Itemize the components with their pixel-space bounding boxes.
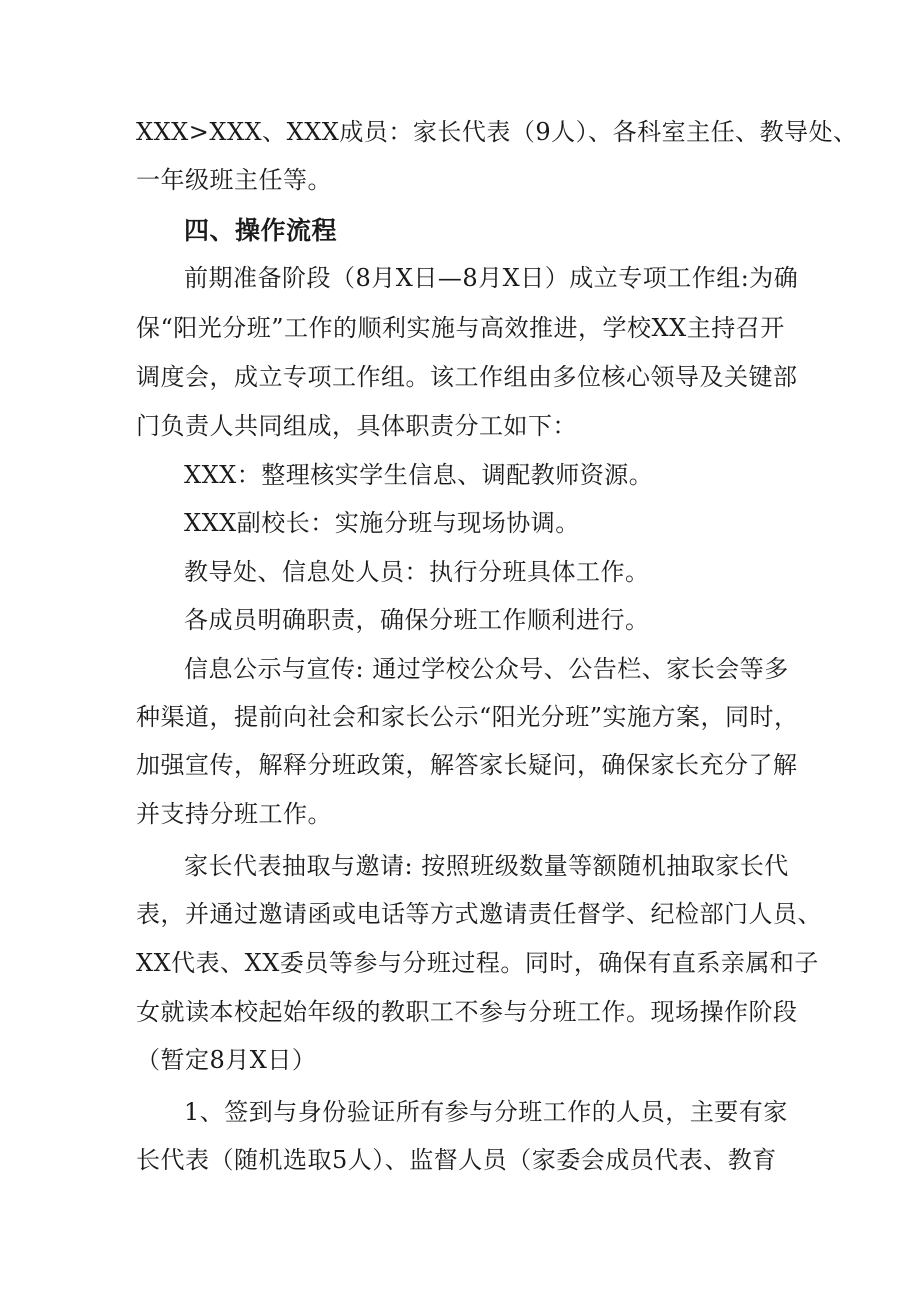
text-line: 保“阳光分班”工作的顺利实施与高效推进，学校XX主持召开: [136, 314, 785, 342]
text-line: 并支持分班工作。: [136, 800, 332, 828]
text-line: 各成员明确职责，确保分班工作顺利进行。: [184, 606, 650, 634]
text-line: XXX副校长：实施分班与现场协调。: [184, 509, 580, 537]
text-line: XXX：整理核实学生信息、调配教师资源。: [184, 461, 654, 489]
text-line: 门负责人共同组成，具体职责分工如下：: [136, 412, 577, 440]
text-line: 长代表（随机选取5人）、监督人员（家委会成员代表、教育: [136, 1146, 777, 1174]
text-line: XX代表、XX委员等参与分班过程。同时，确保有直系亲属和子: [136, 949, 819, 977]
text-line: 教导处、信息处人员：执行分班具体工作。: [184, 558, 650, 586]
text-line: 女就读本校起始年级的教职工不参与分班工作。现场操作阶段: [136, 998, 798, 1026]
text-line: 1、签到与身份验证所有参与分班工作的人员，主要有家: [184, 1098, 788, 1126]
text-line: XXX>XXX、XXX成员：家长代表（9人）、各科室主任、教导处、: [136, 118, 858, 146]
text-line: （暂定8月X日）: [136, 1046, 317, 1074]
text-line: 加强宣传，解释分班政策，解答家长疑问，确保家长充分了解: [136, 751, 798, 779]
text-line: 种渠道，提前向社会和家长公示“阳光分班”实施方案，同时，: [136, 703, 799, 731]
text-line: 前期准备阶段（8月X日—8月X日）成立专项工作组:为确: [184, 264, 799, 292]
text-line: 一年级班主任等。: [136, 166, 332, 194]
section-heading: 四、操作流程: [184, 216, 338, 245]
text-line: 家长代表抽取与邀请: 按照班级数量等额随机抽取家长代: [184, 852, 789, 880]
text-line: 表，并通过邀请函或电话等方式邀请责任督学、纪检部门人员、: [136, 900, 822, 928]
text-line: 调度会，成立专项工作组。该工作组由多位核心领导及关键部: [136, 363, 798, 391]
text-line: 信息公示与宣传: 通过学校公众号、公告栏、家长会等多: [184, 655, 789, 683]
